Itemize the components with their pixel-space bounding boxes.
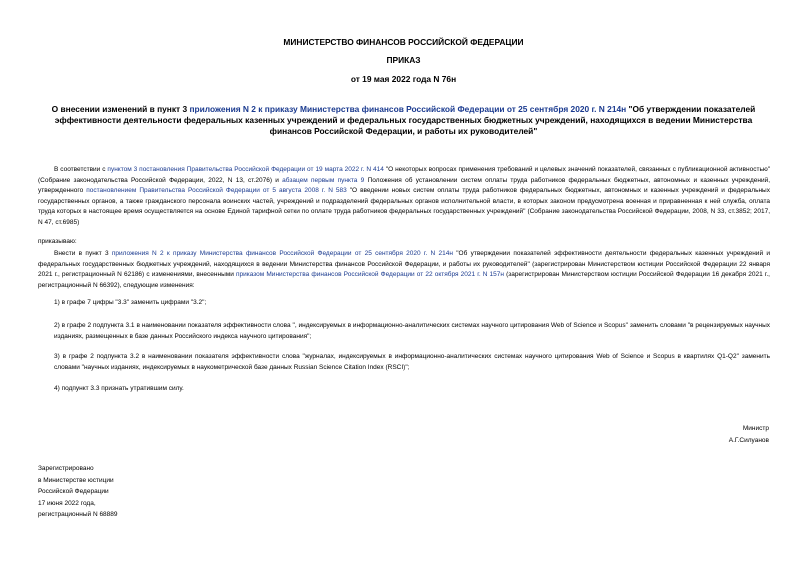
preamble-text: (Собрание законодательства Российской Федерации, 2008, N 33, ст.3852; 2017, N 47, ст.6985) bbox=[38, 208, 771, 226]
change-item-3: 3) в графе 2 подпункта 3.2 в наименовании показателя эффективности слова "журналах, индексируемых в информационно-аналитических системах научного цитирования Web of Science и Scopus в квартилях Q1-Q2" заменить словами "научных изданиях, индексируемых в наукометрической базе данных Russian Science Citation Index (RSCI)"; bbox=[54, 353, 770, 371]
signature-position: Министр bbox=[742, 425, 769, 432]
main-text: Внести в пункт 3 bbox=[54, 250, 112, 257]
change-item-2: 2) в графе 2 подпункта 3.1 в наименовании показателя эффективности слова ", индексируемых в информационно-аналитических системах научного цитирования Web of Science и Scopus" заменить словами "в рецензируемых научных изданиях, размещенных в базе данных Российского индекса научного цитирования"; bbox=[54, 322, 771, 340]
title-suffix: "Об утверждении показателей эффективности деятельности федеральных казенных учреждений и федеральных государственных бюджетных учреждений, находящихся в ведении Министерства финансов Российской Федерации, и работы их руководителей" bbox=[54, 104, 756, 136]
title-prefix: О внесении изменений в пункт 3 bbox=[51, 104, 190, 114]
title-link[interactable]: приложения N 2 к приказу Министерства финансов Российской Федерации от 25 сентября 2020 г. N 214н bbox=[189, 104, 627, 114]
registration-line-3: Российской Федерации bbox=[38, 488, 109, 495]
preamble-text: "О введении новых систем оплаты труда работников федеральных бюджетных, автономных и казенных учреждений и федеральных государственных органов, а также гражданского персонала воинских частей, учреждений и подразделений федеральных органов исполнительной власти, в которых законом предусмотрена военная и приравненная к ней служба, оплата труда которых в настоящее время осуществляется на основе Единой тарифной сетки по оплате труда работников федеральных государственных учреждений" bbox=[38, 187, 770, 215]
main-text: (зарегистрирован Министерством юстиции Российской Федерации 22 января 2021 г., регистрационный N 62186) с изменениями, внесенными bbox=[38, 260, 770, 278]
change-item-4: 4) подпункт 3.3 признать утратившим силу. bbox=[54, 385, 184, 392]
change-item-1: 1) в графе 7 цифры "3.3" заменить цифрами "3.2"; bbox=[54, 299, 207, 306]
main-paragraph bbox=[38, 249, 770, 291]
preamble-link-paragraph-9[interactable]: абзацем первым пункта 9 bbox=[282, 176, 365, 184]
preamble-text: В соответствии с bbox=[54, 166, 108, 173]
main-link-order-214n[interactable]: приложения N 2 к приказу Министерства финансов Российской Федерации от 25 сентября 2020 г. N 214н bbox=[111, 250, 453, 257]
doc-title bbox=[48, 104, 759, 137]
main-text: (зарегистрирован Министерством юстиции Российской Федерации 16 декабря 2021 г., регистрационный N 66392), следующие изменения: bbox=[38, 271, 770, 289]
registration-line-4: 17 июня 2022 года, bbox=[38, 500, 96, 507]
main-link-order-157n[interactable]: приказом Министерства финансов Российской Федерации от 22 октября 2021 г. N 157н bbox=[235, 271, 504, 278]
ministry-name: МИНИСТЕРСТВО ФИНАНСОВ РОССИЙСКОЙ ФЕДЕРАЦИИ bbox=[283, 37, 524, 47]
doc-type: ПРИКАЗ bbox=[386, 55, 421, 65]
preamble-paragraph bbox=[38, 165, 770, 228]
doc-date-number: от 19 мая 2022 года N 76н bbox=[350, 74, 457, 84]
preamble-text: Положения об установлении систем оплаты труда работников федеральных бюджетных, автономных и казенных учреждений, утвержденного bbox=[38, 176, 771, 194]
signature-name: А.Г.Силуанов bbox=[728, 437, 769, 444]
preamble-text: "О некоторых вопросах применения требований и целевых значений показателей, связанных с публикационной активностью" (Собрание законодательства Российской Федерации, 2022, N 13, ст.2076) и bbox=[38, 166, 771, 184]
preamble-link-decree-583[interactable]: постановлением Правительства Российской Федерации от 5 августа 2008 г. N 583 bbox=[86, 187, 347, 194]
registration-line-5: регистрационный N 68889 bbox=[38, 511, 118, 518]
registration-line-1: Зарегистрировано bbox=[38, 465, 94, 472]
registration-line-2: в Министерстве юстиции bbox=[38, 477, 114, 484]
main-text: "Об утверждении показателей эффективности деятельности федеральных казенных учреждений и федеральных государственных бюджетных учреждений, находящихся в ведении Министерства финансов Российской Федерации, и работы их руководителей" bbox=[38, 250, 770, 268]
order-word: приказываю: bbox=[38, 238, 77, 245]
preamble-link-decree-414[interactable]: пунктом 3 постановления Правительства Российской Федерации от 19 марта 2022 г. N 414 bbox=[107, 166, 384, 173]
